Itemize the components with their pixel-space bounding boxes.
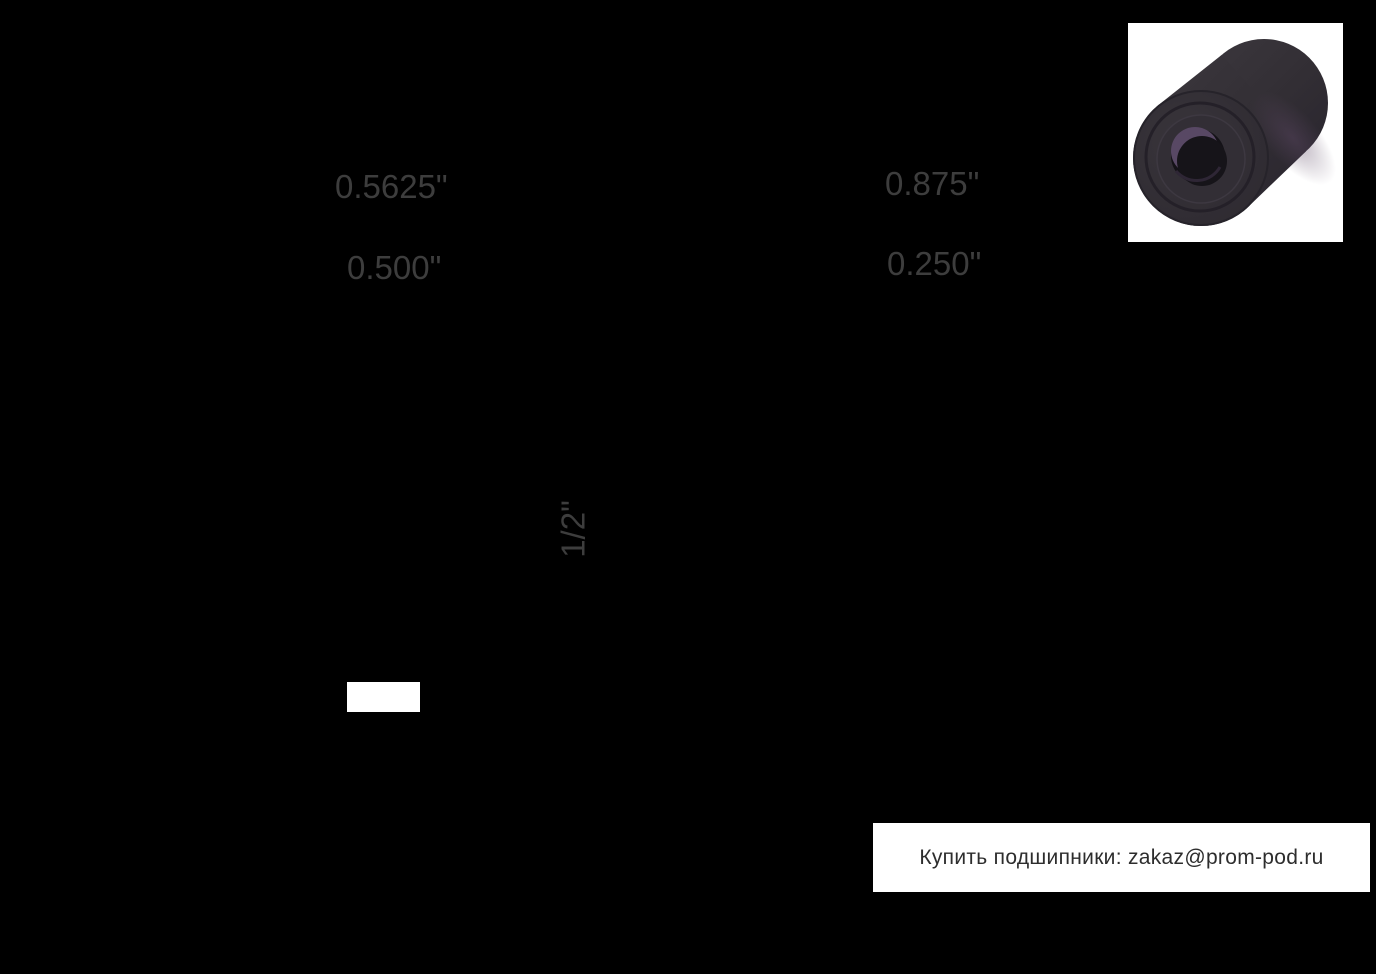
contact-banner-text: Купить подшипники: zakaz@prom-pod.ru (919, 845, 1324, 869)
dimension-label-bottom-left: 0.500" (347, 249, 442, 286)
track-roller-bearing-photo (1128, 23, 1343, 242)
blank-white-box (347, 682, 420, 712)
dimension-label-top-left: 0.5625" (335, 168, 448, 205)
dimension-label-bore-rotated: 1/2" (554, 500, 592, 558)
contact-banner (873, 823, 1370, 892)
product-image-panel (1128, 23, 1343, 242)
dimension-label-top-right: 0.875" (885, 165, 980, 202)
dimension-label-bottom-right: 0.250" (887, 245, 982, 282)
